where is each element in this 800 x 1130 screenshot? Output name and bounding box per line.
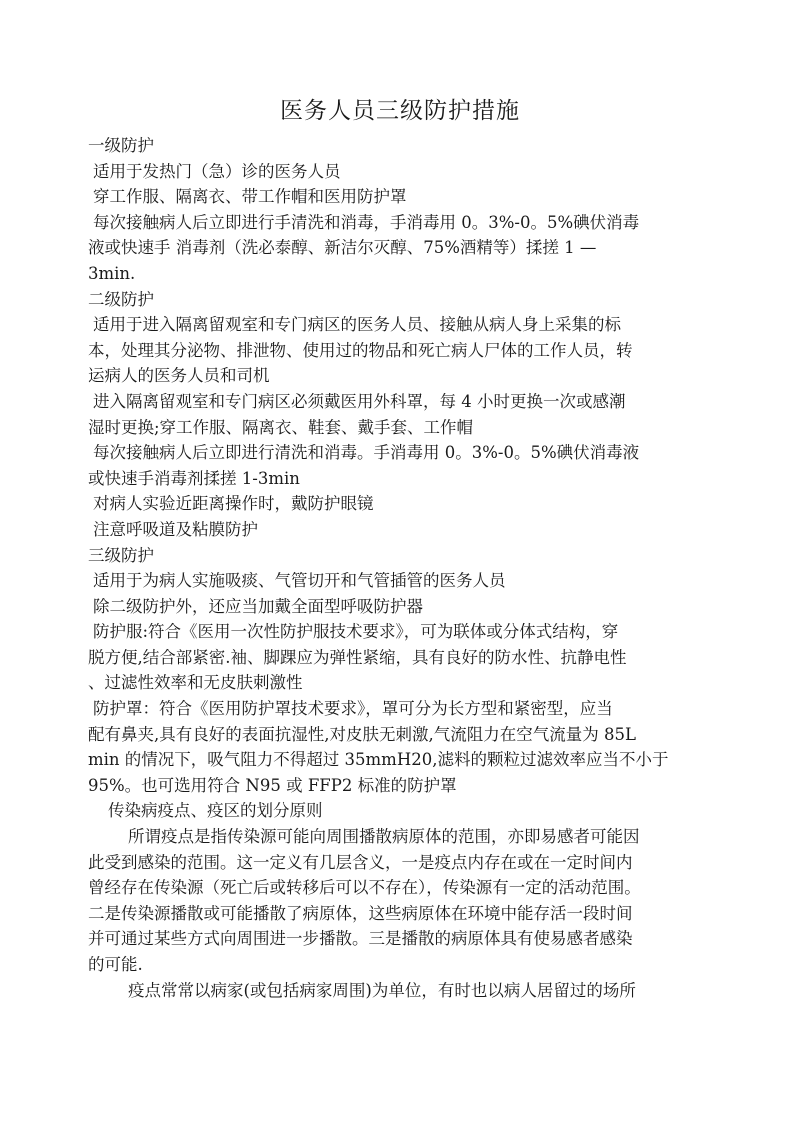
document-body	[88, 133, 716, 1003]
paragraph-line: 湿时更换;穿工作服、隔离衣、鞋套、戴手套、工作帽	[88, 417, 474, 437]
paragraph-line: 所谓疫点是指传染源可能向周围播散病原体的范围，亦即易感者可能因	[128, 827, 640, 847]
paragraph-line: 除二级防护外，还应当加戴全面型呼吸防护器	[93, 596, 423, 616]
paragraph-line: 疫点常常以病家(或包括病家周围)为单位，有时也以病人居留过的场所	[128, 980, 636, 1000]
paragraph-line: 二是传染源播散或可能播散了病原体，这些病原体在环境中能存活一段时间	[88, 903, 633, 923]
paragraph-line: 注意呼吸道及粘膜防护	[93, 519, 258, 539]
paragraph-line: 曾经存在传染源（死亡后或转移后可以不存在），传染源有一定的活动范围。	[88, 878, 641, 898]
paragraph-line: 此受到感染的范围。这一定义有几层含义，一是疫点内存在或在一定时间内	[88, 852, 633, 872]
paragraph-line: 穿工作服、隔离衣、带工作帽和医用防护罩	[93, 187, 407, 207]
paragraph-line: 3min.	[88, 263, 136, 283]
paragraph-line: 对病人实验近距离操作时，戴防护眼镜	[93, 494, 374, 514]
paragraph-line: 95%。也可选用符合 N95 或 FFP2 标准的防护罩	[88, 775, 457, 795]
paragraph-line: 并可通过某些方式向周围进一步播散。三是播散的病原体具有使易感者感染	[88, 929, 633, 949]
paragraph-line: 适用于进入隔离留观室和专门病区的医务人员、接触从病人身上采集的标	[93, 315, 621, 335]
paragraph-line: 每次接触病人后立即进行清洗和消毒。手消毒用 0。3%-0。5%碘伏消毒液	[93, 443, 640, 463]
paragraph-line: 、过滤性效率和无皮肤刺激性	[88, 673, 303, 693]
section-heading: 传染病疫点、疫区的划分原则	[108, 801, 323, 821]
paragraph-line: 进入隔离留观室和专门病区必须戴医用外科罩，每 4 小时更换一次或感潮	[93, 391, 626, 411]
paragraph-line: 的可能.	[88, 955, 143, 974]
paragraph-line: 脱方便,结合部紧密.袖、脚踝应为弹性紧缩，具有良好的防水性、抗静电性	[88, 647, 627, 667]
section-heading: 一级防护	[88, 136, 154, 155]
section-heading: 二级防护	[88, 289, 154, 309]
paragraph-line: 适用于发热门（急）诊的医务人员	[93, 161, 341, 181]
document-title: 医务人员三级防护措施	[280, 98, 520, 124]
paragraph-line: 本，处理其分泌物、排泄物、使用过的物品和死亡病人尸体的工作人员，转	[88, 340, 633, 360]
section-heading: 三级防护	[88, 545, 154, 565]
paragraph-line: 配有鼻夹,具有良好的表面抗湿性,对皮肤无刺激,气流阻力在空气流量为 85L	[88, 724, 636, 744]
paragraph-line: 防护服:符合《医用一次性防护服技术要求》，可为联体或分体式结构，穿	[93, 622, 619, 642]
paragraph-line: 防护罩：符合《医用防护罩技术要求》，罩可分为长方型和紧密型，应当	[93, 699, 613, 719]
paragraph-line: 运病人的医务人员和司机	[88, 366, 270, 386]
paragraph-line: 液或快速手 消毒剂（洗必泰醇、新洁尔灭醇、75%酒精等）揉搓 1 —	[88, 238, 597, 258]
paragraph-line: 每次接触病人后立即进行手清洗和消毒，手消毒用 0。3%-0。5%碘伏消毒	[93, 212, 640, 232]
paragraph-line: min 的情况下，吸气阻力不得超过 35mmH20,滤料的颗粒过滤效率应当不小于	[88, 750, 669, 770]
paragraph-line: 适用于为病人实施吸痰、气管切开和气管插管的医务人员	[93, 571, 506, 591]
paragraph-line: 或快速手消毒剂揉搓 1-3min	[88, 468, 300, 488]
